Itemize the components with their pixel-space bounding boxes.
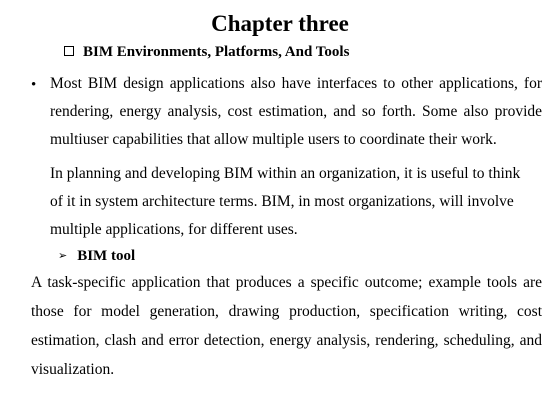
paragraph-line: estimation, clash and error detection, energy analysis, rendering, scheduling, and bbox=[31, 332, 542, 349]
slide-title: Chapter three bbox=[211, 11, 349, 36]
paragraph-line: In planning and developing BIM within an organization, it is useful to think bbox=[50, 165, 521, 182]
paragraph-line: visualization. bbox=[31, 361, 115, 378]
paragraph-line: multiuser capabilities that allow multiple users to coordinate their work. bbox=[50, 131, 497, 148]
bim-tool-heading bbox=[58, 245, 135, 267]
paragraph-line: of it in system architecture terms. BIM, in most organizations, will involve bbox=[50, 193, 514, 210]
checkbox-icon bbox=[64, 46, 74, 56]
paragraph-line: Most BIM design applications also have interfaces to other applications, for bbox=[50, 75, 542, 92]
tool-definition-paragraph bbox=[31, 268, 542, 384]
paragraph-line: those for model generation, drawing production, specification writing, cost bbox=[31, 303, 542, 320]
paragraph-line: multiple applications, for different uses. bbox=[50, 221, 298, 238]
tool-heading-text: BIM tool bbox=[77, 248, 136, 264]
arrow-bullet-icon: ➢ bbox=[58, 249, 68, 262]
subheading-text: BIM Environments, Platforms, And Tools bbox=[83, 44, 350, 60]
paragraph-line: A task-specific application that produces a specific outcome; example tools are bbox=[31, 274, 542, 291]
section-subheading bbox=[64, 41, 349, 63]
paragraph-line: rendering, energy analysis, cost estimation, and so forth. Some also provide bbox=[50, 103, 542, 120]
bullet-dot-icon: • bbox=[31, 77, 37, 93]
bullet-paragraph bbox=[50, 70, 542, 154]
planning-paragraph bbox=[50, 160, 530, 244]
